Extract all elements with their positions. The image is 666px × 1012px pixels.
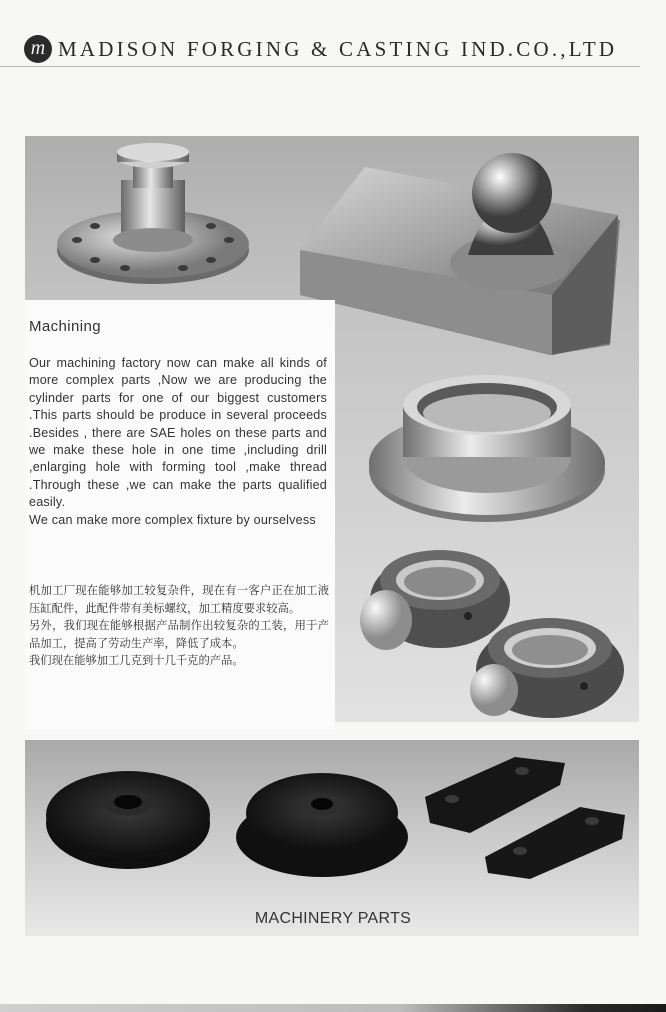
machinery-parts-caption: MACHINERY PARTS [254,910,412,927]
paragraph: 我们现在能够加工几克到十几千克的产品。 [29,654,244,668]
paragraph: We can make more complex fixture by ourselvess [29,512,316,527]
company-logo: m [24,35,52,63]
machinery-parts-image [40,755,630,885]
cast-eye-parts-image [340,540,630,720]
ball-block-part-image [290,145,630,365]
paragraph: Our machining factory now can make all kinds of more complex parts ,Now we are producing the cylinder parts for one of our biggest customers .This parts should be produce in several proceeds .Besides , there are SAE holes on these parts and we make these hole in one time ,including drill ,enlarging hole with forming tool ,make thread .Through these ,we can make the parts qualified easily. [29,356,327,510]
machining-description-en [29,355,327,529]
company-name: MADISON FORGING & CASTING IND.CO.,LTD [58,37,618,61]
footer-strip [0,1004,666,1012]
header-divider [0,66,640,67]
bushing-part-image [365,365,610,530]
flange-shaft-part-image [55,140,255,290]
page-header [0,0,666,68]
paragraph: 另外，我们现在能够根据产品制作出较复杂的工装，用于产品加工，提高了劳动生产率，降低了成本。 [29,619,329,650]
machining-description-cn [29,582,329,670]
paragraph: 机加工厂现在能够加工较复杂件，现在有一客户正在加工液压缸配件，此配件带有美标螺纹，加工精度要求较高。 [29,584,329,615]
section-heading: Machining [29,318,101,335]
